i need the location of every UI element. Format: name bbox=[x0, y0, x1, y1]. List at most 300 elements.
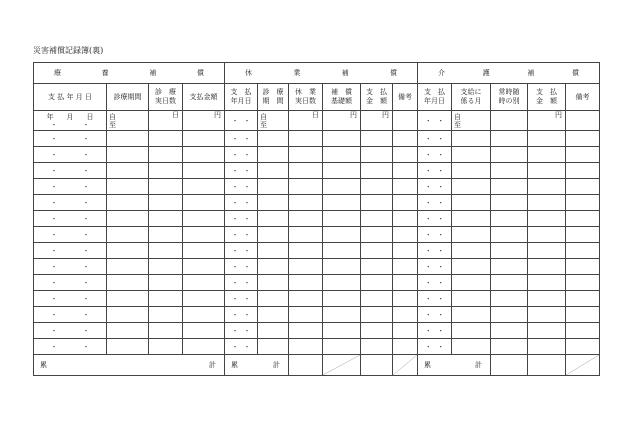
ledger-row bbox=[34, 339, 600, 355]
ledger-cell[interactable] bbox=[393, 147, 418, 163]
ledger-cell[interactable] bbox=[107, 227, 149, 243]
date-separator-dot: ・ bbox=[231, 134, 239, 143]
date-separator-dot: ・ bbox=[82, 278, 90, 287]
ledger-cell[interactable] bbox=[452, 163, 491, 179]
ledger-cell[interactable] bbox=[452, 259, 491, 275]
ledger-cell[interactable] bbox=[418, 147, 452, 163]
date-separator-dot: ・ bbox=[437, 294, 445, 303]
date-separator-dot: ・ bbox=[82, 326, 90, 335]
ledger-cell[interactable] bbox=[566, 323, 600, 339]
ledger-cell[interactable] bbox=[107, 275, 149, 291]
ledger-cell[interactable] bbox=[393, 307, 418, 323]
ledger-cell[interactable] bbox=[491, 291, 528, 307]
ledger-cell[interactable] bbox=[34, 307, 107, 323]
section-care-compensation: 介 護 補 償 bbox=[418, 63, 600, 84]
diagonal-slash bbox=[566, 355, 599, 375]
ledger-cell[interactable] bbox=[258, 307, 289, 323]
ledger-cell[interactable] bbox=[183, 147, 225, 163]
ledger-cell[interactable] bbox=[323, 243, 361, 259]
date-separator-dot: ・ bbox=[437, 150, 445, 159]
date-separator-dot: ・ bbox=[50, 246, 58, 255]
ledger-cell[interactable] bbox=[289, 243, 323, 259]
date-separator-dot: ・ bbox=[424, 310, 432, 319]
ledger-cell[interactable] bbox=[393, 163, 418, 179]
ledger-cell[interactable] bbox=[452, 147, 491, 163]
date-separator-dot: ・ bbox=[243, 182, 251, 191]
ledger-cell[interactable] bbox=[149, 211, 183, 227]
ledger-cell[interactable] bbox=[323, 339, 361, 355]
document-title: 災害補償記録簿(裏) bbox=[33, 46, 104, 55]
ledger-cell[interactable] bbox=[258, 339, 289, 355]
ledger-cell[interactable] bbox=[418, 291, 452, 307]
date-separator-dot: ・ bbox=[243, 134, 251, 143]
ledger-cell[interactable] bbox=[452, 227, 491, 243]
ledger-cell[interactable] bbox=[418, 243, 452, 259]
ledger-cell[interactable] bbox=[418, 131, 452, 147]
ledger-cell[interactable] bbox=[393, 243, 418, 259]
ledger-cell[interactable] bbox=[491, 211, 528, 227]
ledger-cell[interactable] bbox=[393, 275, 418, 291]
ledger-cell[interactable] bbox=[452, 339, 491, 355]
ledger-cell[interactable] bbox=[418, 163, 452, 179]
leave-total-remarks-cell bbox=[393, 355, 418, 376]
header-care-type: 常時随 時の別 bbox=[491, 84, 528, 111]
date-separator-dot: ・ bbox=[50, 182, 58, 191]
ledger-cell[interactable] bbox=[183, 179, 225, 195]
care-remarks-cell[interactable] bbox=[566, 111, 600, 131]
ledger-cell[interactable] bbox=[225, 131, 258, 147]
ledger-cell[interactable] bbox=[225, 275, 258, 291]
ledger-cell[interactable] bbox=[289, 275, 323, 291]
date-separator-dot: ・ bbox=[243, 214, 251, 223]
date-separator-dot: ・ bbox=[231, 342, 239, 351]
ledger-cell[interactable] bbox=[528, 163, 566, 179]
ledger-cell[interactable] bbox=[225, 179, 258, 195]
leave-base-cell[interactable]: 円 bbox=[323, 111, 361, 131]
ledger-cell[interactable] bbox=[452, 243, 491, 259]
leave-days-cell[interactable]: 日 bbox=[289, 111, 323, 131]
ledger-cell[interactable] bbox=[452, 323, 491, 339]
ledger-cell[interactable] bbox=[491, 147, 528, 163]
ledger-cell[interactable] bbox=[393, 259, 418, 275]
ledger-cell[interactable] bbox=[258, 291, 289, 307]
ledger-cell[interactable] bbox=[289, 291, 323, 307]
ledger-cell[interactable] bbox=[418, 339, 452, 355]
header-med-amount: 支払金額 bbox=[183, 84, 225, 111]
ledger-cell[interactable] bbox=[361, 243, 393, 259]
date-separator-dot: ・ bbox=[424, 134, 432, 143]
ledger-cell[interactable] bbox=[323, 179, 361, 195]
ledger-cell[interactable] bbox=[34, 227, 107, 243]
ledger-cell[interactable] bbox=[452, 195, 491, 211]
diagonal-slash bbox=[393, 355, 417, 375]
ledger-cell[interactable] bbox=[323, 291, 361, 307]
ledger-row bbox=[34, 291, 600, 307]
ledger-cell[interactable] bbox=[491, 307, 528, 323]
leave-remarks-cell[interactable] bbox=[393, 111, 418, 131]
ledger-cell[interactable] bbox=[289, 211, 323, 227]
ledger-cell[interactable] bbox=[34, 163, 107, 179]
ledger-cell[interactable] bbox=[491, 323, 528, 339]
ledger-cell[interactable] bbox=[491, 179, 528, 195]
ledger-cell[interactable] bbox=[289, 147, 323, 163]
header-care-pay-date: 支 払 年月日 bbox=[418, 84, 452, 111]
ledger-cell[interactable] bbox=[528, 131, 566, 147]
ledger-cell[interactable] bbox=[149, 243, 183, 259]
ledger-cell[interactable] bbox=[452, 307, 491, 323]
ledger-cell[interactable] bbox=[491, 227, 528, 243]
ledger-cell[interactable] bbox=[528, 195, 566, 211]
ledger-cell[interactable] bbox=[528, 291, 566, 307]
ledger-cell[interactable] bbox=[361, 291, 393, 307]
ledger-cell[interactable] bbox=[225, 163, 258, 179]
date-separator-dot: ・ bbox=[424, 326, 432, 335]
ledger-cell[interactable] bbox=[323, 275, 361, 291]
date-separator-dot: ・ bbox=[231, 230, 239, 239]
ledger-cell[interactable] bbox=[491, 275, 528, 291]
ledger-cell[interactable] bbox=[361, 147, 393, 163]
date-separator-dot: ・ bbox=[231, 262, 239, 271]
ledger-cell[interactable] bbox=[225, 259, 258, 275]
med-amount-cell[interactable]: 円 bbox=[183, 111, 225, 131]
ledger-row bbox=[34, 259, 600, 275]
ledger-cell[interactable] bbox=[225, 291, 258, 307]
ledger-cell[interactable] bbox=[258, 163, 289, 179]
ledger-cell[interactable] bbox=[393, 339, 418, 355]
ledger-cell[interactable] bbox=[225, 307, 258, 323]
header-med-period: 診療期間 bbox=[107, 84, 149, 111]
ledger-cell[interactable] bbox=[258, 323, 289, 339]
ledger-cell[interactable] bbox=[566, 211, 600, 227]
date-separator-dot: ・ bbox=[50, 198, 58, 207]
ledger-cell[interactable] bbox=[566, 163, 600, 179]
ledger-cell[interactable] bbox=[107, 291, 149, 307]
ledger-cell[interactable] bbox=[149, 131, 183, 147]
header-med-days: 診 療 実日数 bbox=[149, 84, 183, 111]
leave-total-label-cell: 累 計 bbox=[225, 355, 289, 376]
ledger-cell[interactable] bbox=[361, 323, 393, 339]
ledger-cell[interactable] bbox=[149, 179, 183, 195]
care-total-label-cell: 累 計 bbox=[418, 355, 491, 376]
ledger-cell[interactable] bbox=[34, 195, 107, 211]
ledger-cell[interactable] bbox=[289, 179, 323, 195]
ledger-cell[interactable] bbox=[183, 323, 225, 339]
ledger-cell[interactable] bbox=[183, 275, 225, 291]
ledger-cell[interactable] bbox=[183, 243, 225, 259]
ledger-cell[interactable] bbox=[418, 307, 452, 323]
ledger-cell[interactable] bbox=[393, 291, 418, 307]
ledger-cell[interactable] bbox=[289, 163, 323, 179]
ledger-cell[interactable] bbox=[107, 211, 149, 227]
ledger-cell[interactable] bbox=[452, 131, 491, 147]
ledger-cell[interactable] bbox=[34, 147, 107, 163]
ledger-cell[interactable] bbox=[149, 195, 183, 211]
ledger-cell[interactable] bbox=[528, 259, 566, 275]
date-separator-dot: ・ bbox=[243, 230, 251, 239]
ledger-cell[interactable] bbox=[566, 275, 600, 291]
date-separator-dot: ・ bbox=[50, 166, 58, 175]
ledger-cell[interactable] bbox=[149, 163, 183, 179]
ledger-cell[interactable] bbox=[107, 163, 149, 179]
ledger-cell[interactable] bbox=[418, 195, 452, 211]
ledger-cell[interactable] bbox=[393, 227, 418, 243]
date-separator-dot: ・ bbox=[50, 262, 58, 271]
ledger-cell[interactable] bbox=[289, 323, 323, 339]
ledger-cell[interactable] bbox=[418, 179, 452, 195]
ledger-cell[interactable] bbox=[149, 275, 183, 291]
ledger-cell[interactable] bbox=[323, 227, 361, 243]
ledger-cell[interactable] bbox=[566, 291, 600, 307]
date-separator-dot: ・ bbox=[243, 198, 251, 207]
ledger-cell[interactable] bbox=[393, 179, 418, 195]
ledger-cell[interactable] bbox=[323, 131, 361, 147]
ledger-cell[interactable] bbox=[566, 195, 600, 211]
ledger-cell[interactable] bbox=[418, 259, 452, 275]
ledger-cell[interactable] bbox=[393, 131, 418, 147]
first-data-row bbox=[34, 111, 600, 131]
med-pay-date-cell[interactable]: 年 月 日 ・ ・ bbox=[34, 111, 107, 131]
leave-amount-cell[interactable]: 円 bbox=[361, 111, 393, 131]
medical-total-cell: 累 計 bbox=[34, 355, 225, 376]
ledger-cell[interactable] bbox=[566, 243, 600, 259]
ledger-cell[interactable] bbox=[289, 195, 323, 211]
ledger-cell[interactable] bbox=[452, 211, 491, 227]
ledger-cell[interactable] bbox=[361, 131, 393, 147]
ledger-cell[interactable] bbox=[107, 147, 149, 163]
ledger-cell[interactable] bbox=[361, 179, 393, 195]
med-period-cell[interactable]: 自 至 bbox=[107, 111, 149, 131]
ledger-cell[interactable] bbox=[107, 179, 149, 195]
ledger-cell[interactable] bbox=[361, 307, 393, 323]
ledger-cell[interactable] bbox=[528, 243, 566, 259]
ledger-cell[interactable] bbox=[34, 323, 107, 339]
ledger-cell[interactable] bbox=[393, 195, 418, 211]
leave-total-days-cell[interactable] bbox=[289, 355, 323, 376]
ledger-cell[interactable] bbox=[107, 259, 149, 275]
leave-total-amount-cell[interactable] bbox=[361, 355, 393, 376]
med-days-cell[interactable]: 日 bbox=[149, 111, 183, 131]
ledger-cell[interactable] bbox=[418, 275, 452, 291]
date-separator-dot: ・ bbox=[82, 342, 90, 351]
ledger-cell[interactable] bbox=[566, 307, 600, 323]
ledger-cell[interactable] bbox=[361, 163, 393, 179]
ledger-row bbox=[34, 227, 600, 243]
ledger-cell[interactable] bbox=[149, 291, 183, 307]
ledger-cell[interactable] bbox=[183, 291, 225, 307]
ledger-cell[interactable] bbox=[149, 323, 183, 339]
ledger-cell[interactable] bbox=[107, 323, 149, 339]
ledger-cell[interactable] bbox=[528, 179, 566, 195]
ledger-cell[interactable] bbox=[323, 259, 361, 275]
ledger-cell[interactable] bbox=[393, 211, 418, 227]
ledger-cell[interactable] bbox=[258, 227, 289, 243]
ledger-cell[interactable] bbox=[258, 259, 289, 275]
ledger-cell[interactable] bbox=[183, 339, 225, 355]
ledger-cell[interactable] bbox=[183, 259, 225, 275]
ledger-cell[interactable] bbox=[149, 227, 183, 243]
column-header-row bbox=[34, 84, 600, 111]
ledger-cell[interactable] bbox=[566, 227, 600, 243]
date-separator-dot: ・ bbox=[437, 326, 445, 335]
ledger-cell[interactable] bbox=[361, 211, 393, 227]
ledger-cell[interactable] bbox=[323, 307, 361, 323]
ledger-cell[interactable] bbox=[323, 211, 361, 227]
care-amount-cell[interactable]: 円 bbox=[528, 111, 566, 131]
date-separator-dot: ・ bbox=[50, 150, 58, 159]
section-leave-compensation: 休 業 補 償 bbox=[225, 63, 418, 84]
leave-period-cell[interactable]: 自 至 bbox=[258, 111, 289, 131]
ledger-cell[interactable] bbox=[34, 291, 107, 307]
ledger-cell[interactable] bbox=[183, 131, 225, 147]
care-month-cell[interactable]: 自 至 bbox=[452, 111, 491, 131]
header-leave-amount: 支 払 金 額 bbox=[361, 84, 393, 111]
date-separator-dot: ・ bbox=[82, 150, 90, 159]
ledger-cell[interactable] bbox=[452, 179, 491, 195]
leave-pay-date-cell[interactable]: ・ ・ bbox=[225, 111, 258, 131]
ledger-cell[interactable] bbox=[323, 147, 361, 163]
ledger-cell[interactable] bbox=[149, 147, 183, 163]
ledger-cell[interactable] bbox=[34, 243, 107, 259]
date-separator-dot: ・ bbox=[50, 326, 58, 335]
ledger-row bbox=[34, 131, 600, 147]
ledger-cell[interactable] bbox=[289, 227, 323, 243]
ledger-cell[interactable] bbox=[258, 179, 289, 195]
date-separator-dot: ・ bbox=[424, 342, 432, 351]
ledger-cell[interactable] bbox=[258, 243, 289, 259]
ledger-cell[interactable] bbox=[225, 323, 258, 339]
ledger-cell[interactable] bbox=[323, 163, 361, 179]
ledger-cell[interactable] bbox=[34, 211, 107, 227]
date-separator-dot: ・ bbox=[437, 262, 445, 271]
ledger-cell[interactable] bbox=[418, 323, 452, 339]
date-separator-dot: ・ bbox=[82, 310, 90, 319]
ledger-cell[interactable] bbox=[34, 179, 107, 195]
ledger-cell[interactable] bbox=[225, 147, 258, 163]
ledger-cell[interactable] bbox=[323, 323, 361, 339]
ledger-cell[interactable] bbox=[183, 195, 225, 211]
ledger-cell[interactable] bbox=[34, 131, 107, 147]
ledger-cell[interactable] bbox=[528, 307, 566, 323]
ledger-cell[interactable] bbox=[452, 291, 491, 307]
ledger-cell[interactable] bbox=[225, 243, 258, 259]
date-separator-dot: ・ bbox=[82, 166, 90, 175]
ledger-cell[interactable] bbox=[528, 211, 566, 227]
ledger-cell[interactable] bbox=[491, 163, 528, 179]
date-separator-dot: ・ bbox=[231, 310, 239, 319]
header-care-month: 支給に 係る月 bbox=[452, 84, 491, 111]
ledger-cell[interactable] bbox=[183, 307, 225, 323]
ledger-cell[interactable] bbox=[361, 195, 393, 211]
date-separator-dot: ・ bbox=[231, 198, 239, 207]
ledger-cell[interactable] bbox=[566, 147, 600, 163]
ledger-cell[interactable] bbox=[452, 275, 491, 291]
ledger-cell[interactable] bbox=[393, 323, 418, 339]
care-total-amount-cell[interactable] bbox=[528, 355, 566, 376]
ledger-cell[interactable] bbox=[34, 339, 107, 355]
ledger-cell[interactable] bbox=[323, 195, 361, 211]
ledger-cell[interactable] bbox=[258, 147, 289, 163]
ledger-cell[interactable] bbox=[361, 275, 393, 291]
ledger-cell[interactable] bbox=[258, 195, 289, 211]
ledger-cell[interactable] bbox=[491, 131, 528, 147]
ledger-cell[interactable] bbox=[289, 131, 323, 147]
ledger-cell[interactable] bbox=[528, 147, 566, 163]
care-type-cell[interactable] bbox=[491, 111, 528, 131]
ledger-cell[interactable] bbox=[418, 227, 452, 243]
date-separator-dot: ・ bbox=[231, 294, 239, 303]
date-separator-dot: ・ bbox=[82, 198, 90, 207]
leave-total-base-cell bbox=[323, 355, 361, 376]
ledger-cell[interactable] bbox=[566, 339, 600, 355]
date-separator-dot: ・ bbox=[243, 294, 251, 303]
ledger-cell[interactable] bbox=[183, 211, 225, 227]
date-separator-dot: ・ bbox=[50, 310, 58, 319]
date-separator-dot: ・ bbox=[437, 246, 445, 255]
ledger-cell[interactable] bbox=[258, 211, 289, 227]
ledger-cell[interactable] bbox=[491, 195, 528, 211]
ledger-cell[interactable] bbox=[183, 227, 225, 243]
ledger-cell[interactable] bbox=[258, 131, 289, 147]
ledger-cell[interactable] bbox=[183, 163, 225, 179]
date-separator-dot: ・ bbox=[243, 262, 251, 271]
ledger-cell[interactable] bbox=[225, 195, 258, 211]
care-pay-date-cell[interactable]: ・ ・ bbox=[418, 111, 452, 131]
ledger-cell[interactable] bbox=[566, 179, 600, 195]
ledger-cell[interactable] bbox=[149, 307, 183, 323]
ledger-cell[interactable] bbox=[107, 243, 149, 259]
ledger-cell[interactable] bbox=[225, 211, 258, 227]
ledger-cell[interactable] bbox=[491, 243, 528, 259]
ledger-cell[interactable] bbox=[418, 211, 452, 227]
ledger-cell[interactable] bbox=[107, 339, 149, 355]
header-leave-days: 休 業 実日数 bbox=[289, 84, 323, 111]
date-separator-dot: ・ bbox=[231, 150, 239, 159]
date-separator-dot: ・ bbox=[437, 214, 445, 223]
ledger-cell[interactable] bbox=[361, 259, 393, 275]
section-medical-compensation: 療 養 補 償 bbox=[34, 63, 225, 84]
ledger-cell[interactable] bbox=[149, 259, 183, 275]
date-separator-dot: ・ bbox=[437, 278, 445, 287]
ledger-cell[interactable] bbox=[34, 275, 107, 291]
ledger-cell[interactable] bbox=[528, 275, 566, 291]
date-separator-dot: ・ bbox=[231, 278, 239, 287]
total-row bbox=[34, 355, 600, 376]
ledger-cell[interactable] bbox=[289, 339, 323, 355]
ledger-cell[interactable] bbox=[361, 227, 393, 243]
ledger-cell[interactable] bbox=[107, 131, 149, 147]
ledger-cell[interactable] bbox=[107, 307, 149, 323]
ledger-cell[interactable] bbox=[491, 339, 528, 355]
date-separator-dot: ・ bbox=[231, 326, 239, 335]
ledger-cell[interactable] bbox=[149, 339, 183, 355]
ledger-cell[interactable] bbox=[34, 259, 107, 275]
ledger-cell[interactable] bbox=[491, 259, 528, 275]
ledger-cell[interactable] bbox=[289, 259, 323, 275]
ledger-cell[interactable] bbox=[258, 275, 289, 291]
ledger-cell[interactable] bbox=[361, 339, 393, 355]
ledger-cell[interactable] bbox=[528, 227, 566, 243]
ledger-cell[interactable] bbox=[225, 339, 258, 355]
ledger-cell[interactable] bbox=[528, 339, 566, 355]
ledger-cell[interactable] bbox=[289, 307, 323, 323]
date-separator-dot: ・ bbox=[243, 342, 251, 351]
date-separator-dot: ・ bbox=[50, 342, 58, 351]
ledger-cell[interactable] bbox=[566, 131, 600, 147]
ledger-cell[interactable] bbox=[566, 259, 600, 275]
ledger-cell[interactable] bbox=[225, 227, 258, 243]
ledger-cell[interactable] bbox=[107, 195, 149, 211]
ledger-cell[interactable] bbox=[528, 323, 566, 339]
